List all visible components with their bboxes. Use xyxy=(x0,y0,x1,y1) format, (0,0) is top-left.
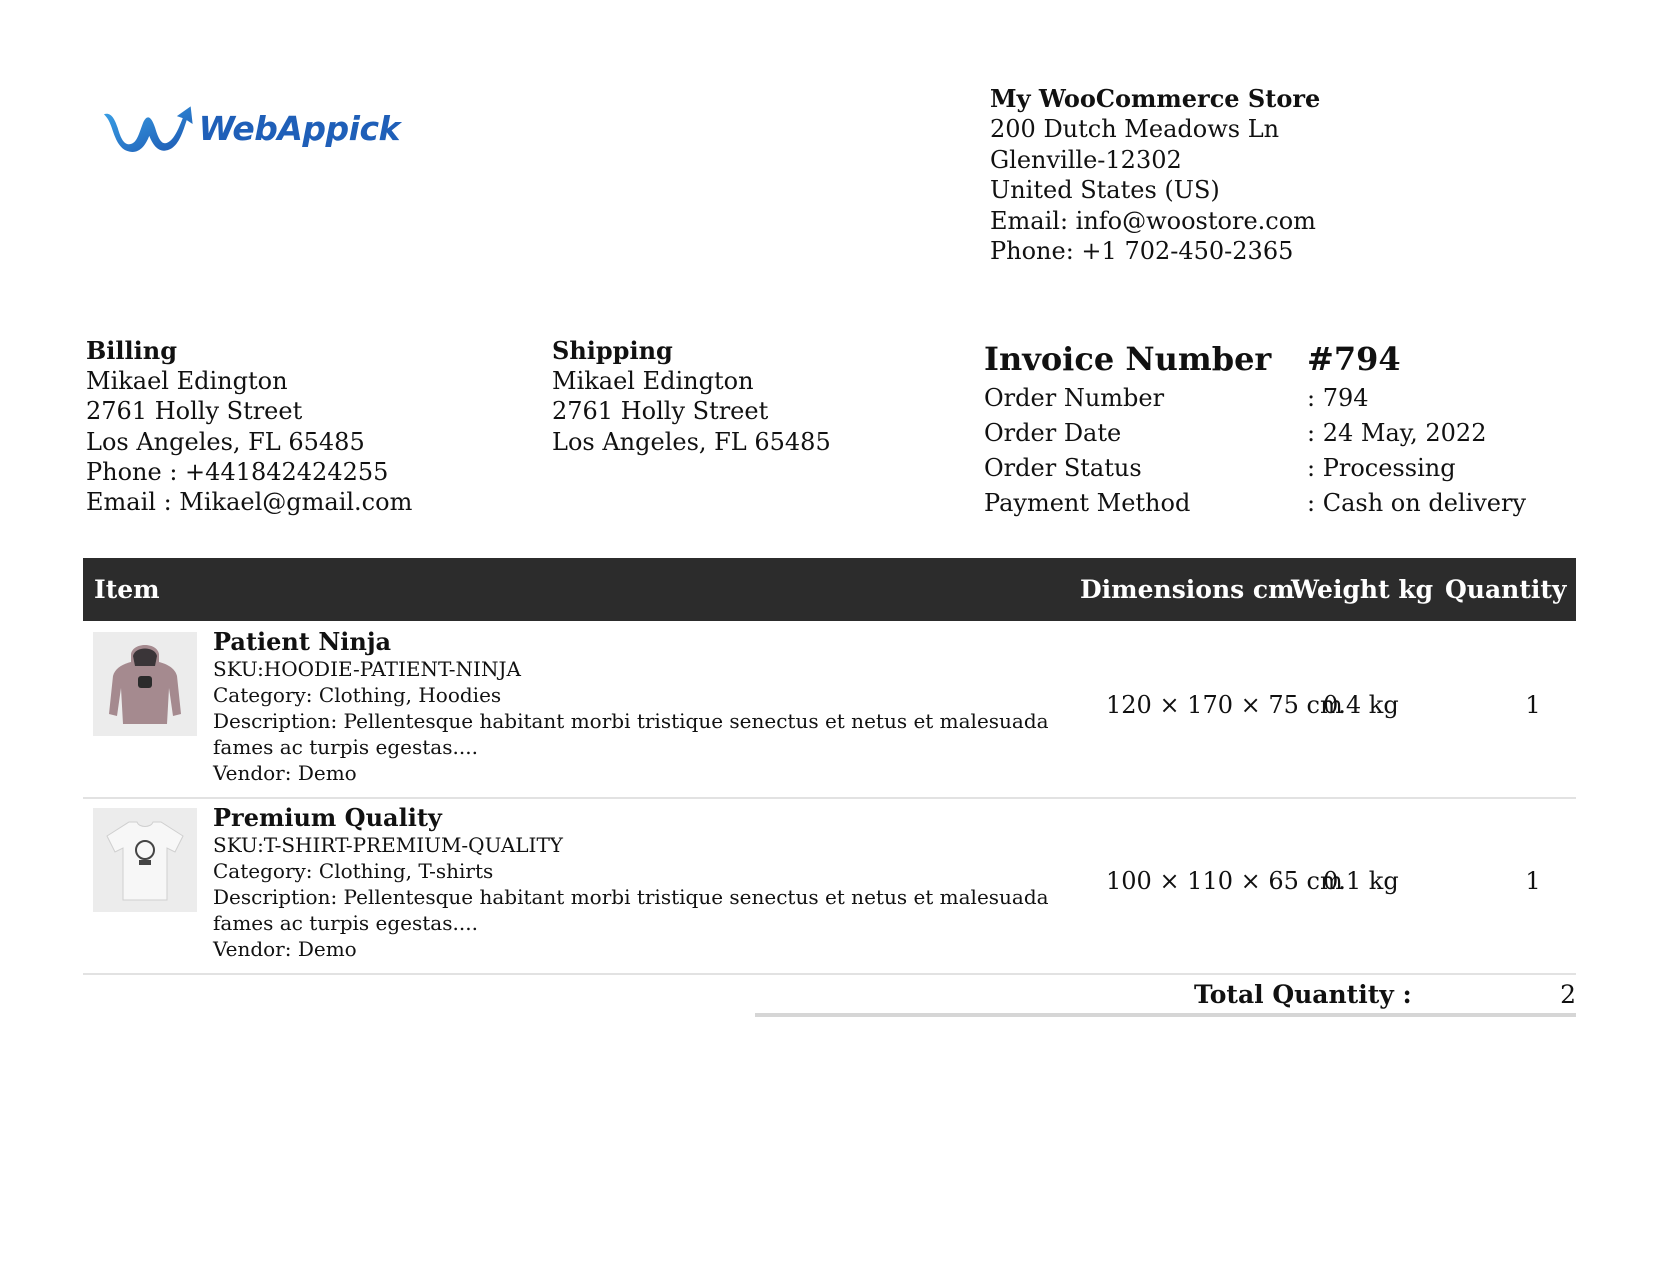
table-row xyxy=(83,797,1576,975)
billing-address xyxy=(86,336,412,517)
product-sku: SKU:HOODIE-PATIENT-NINJA xyxy=(213,657,521,681)
total-divider xyxy=(755,1013,1576,1017)
column-item: Item xyxy=(94,575,160,604)
product-dimensions: 100 × 110 × 65 cm xyxy=(1106,867,1343,895)
brand-logo xyxy=(100,98,400,158)
product-sku: SKU:T-SHIRT-PREMIUM-QUALITY xyxy=(213,833,563,857)
store-country: United States (US) xyxy=(990,176,1220,205)
product-description: Description: Pellentesque habitant morbi tristique senectus et netus et malesuada xyxy=(213,885,1049,909)
order-date-label: Order Date xyxy=(984,419,1122,447)
invoice-title: Invoice Number xyxy=(984,340,1272,378)
order-status-label: Order Status xyxy=(984,454,1142,482)
product-weight: 0.1 kg xyxy=(1323,867,1399,895)
product-category: Category: Clothing, T-shirts xyxy=(213,859,494,883)
column-quantity: Quantity xyxy=(1445,575,1567,604)
product-description: Description: Pellentesque habitant morbi tristique senectus et netus et malesuada xyxy=(213,709,1049,733)
store-name: My WooCommerce Store xyxy=(990,84,1321,113)
billing-heading: Billing xyxy=(86,336,177,365)
product-description-cont: fames ac turpis egestas.... xyxy=(213,735,478,759)
billing-street: 2761 Holly Street xyxy=(86,397,303,426)
total-quantity-label: Total Quantity : xyxy=(1194,980,1412,1009)
total-quantity-value: 2 xyxy=(1560,980,1576,1009)
order-number-label: Order Number xyxy=(984,384,1165,412)
shipping-address xyxy=(552,336,831,457)
billing-name: Mikael Edington xyxy=(86,367,288,396)
shipping-heading: Shipping xyxy=(552,336,673,365)
column-dimensions: Dimensions cm xyxy=(1080,575,1295,604)
payment-method-value: : Cash on delivery xyxy=(1307,489,1527,517)
items-table-header xyxy=(83,558,1576,621)
product-quantity: 1 xyxy=(1525,691,1541,719)
product-thumbnail xyxy=(93,808,197,912)
billing-phone: Phone : +441842424255 xyxy=(86,457,389,486)
product-vendor: Vendor: Demo xyxy=(213,761,357,785)
product-dimensions: 120 × 170 × 75 cm xyxy=(1106,691,1343,719)
product-quantity: 1 xyxy=(1525,867,1541,895)
brand-wordmark: WebAppick xyxy=(198,108,400,148)
order-status-value: : Processing xyxy=(1307,454,1456,482)
webappick-logo-icon xyxy=(100,102,195,154)
hoodie-icon xyxy=(93,632,197,736)
billing-email: Email : Mikael@gmail.com xyxy=(86,488,413,517)
product-name: Premium Quality xyxy=(213,803,442,832)
product-weight: 0.4 kg xyxy=(1323,691,1399,719)
product-vendor: Vendor: Demo xyxy=(213,937,357,961)
store-email: Email: info@woostore.com xyxy=(990,206,1316,235)
store-address-line2: Glenville-12302 xyxy=(990,145,1182,174)
order-number-value: : 794 xyxy=(1307,384,1369,412)
product-name: Patient Ninja xyxy=(213,627,392,656)
shipping-name: Mikael Edington xyxy=(552,367,754,396)
shipping-street: 2761 Holly Street xyxy=(552,397,769,426)
shipping-city: Los Angeles, FL 65485 xyxy=(552,427,831,456)
billing-city: Los Angeles, FL 65485 xyxy=(86,427,365,456)
tshirt-icon xyxy=(93,808,197,912)
order-date-value: : 24 May, 2022 xyxy=(1307,419,1487,447)
payment-method-label: Payment Method xyxy=(984,489,1191,517)
invoice-number: #794 xyxy=(1307,340,1401,378)
product-thumbnail xyxy=(93,632,197,736)
column-weight: Weight kg xyxy=(1291,575,1434,604)
store-phone: Phone: +1 702-450-2365 xyxy=(990,237,1294,266)
store-address-line1: 200 Dutch Meadows Ln xyxy=(990,115,1280,144)
product-category: Category: Clothing, Hoodies xyxy=(213,683,502,707)
store-info xyxy=(990,84,1320,266)
product-description-cont: fames ac turpis egestas.... xyxy=(213,911,478,935)
table-row xyxy=(83,621,1576,799)
